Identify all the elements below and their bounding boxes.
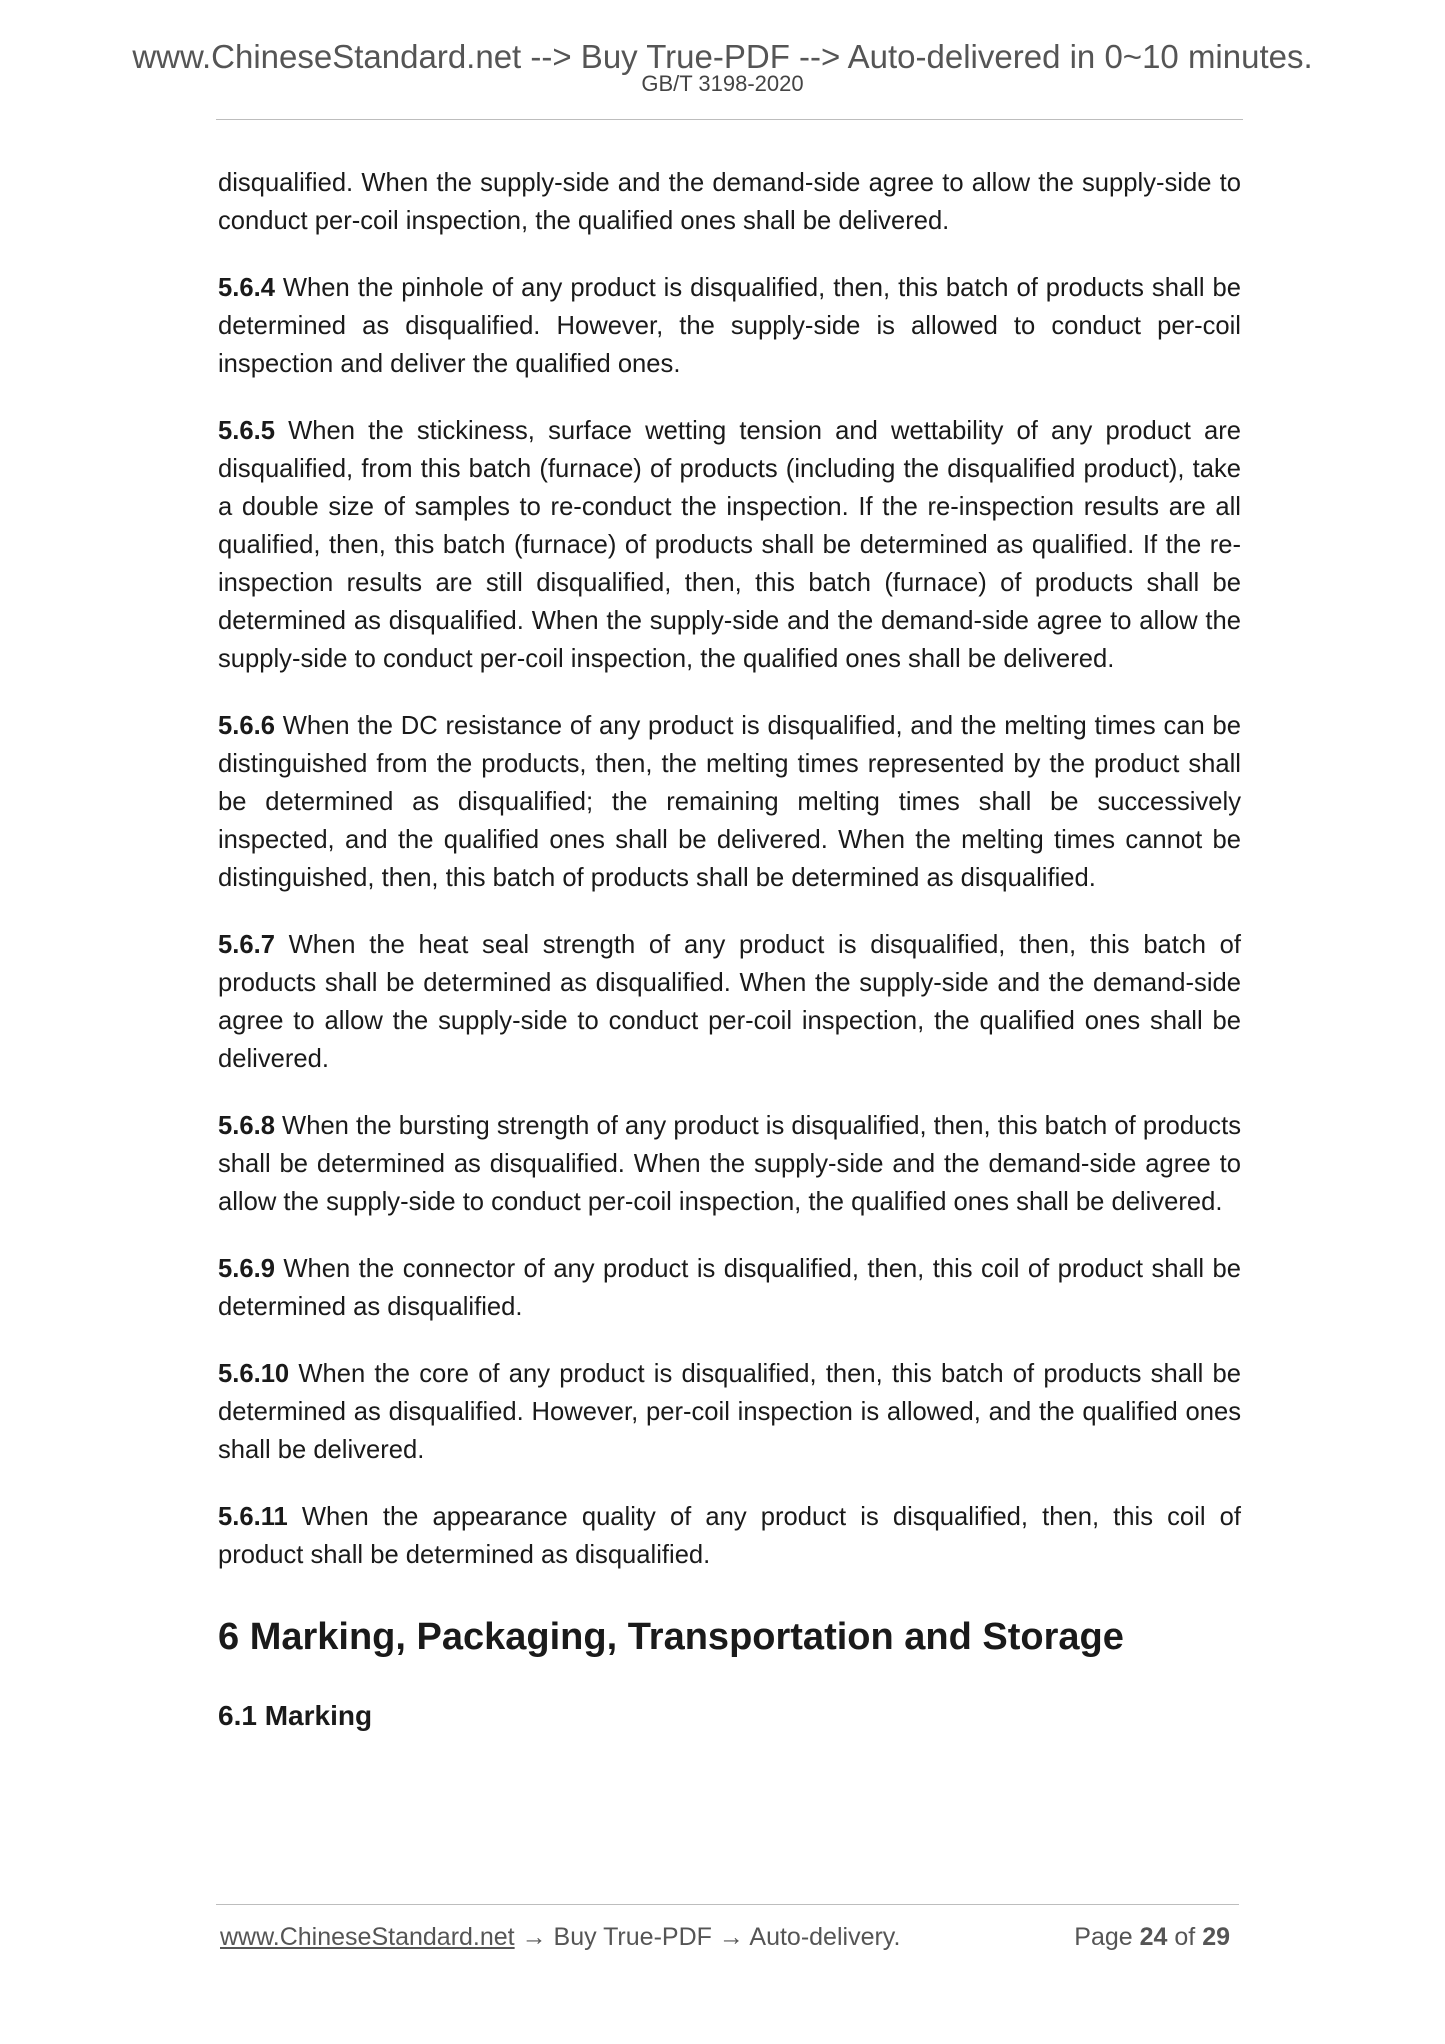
site-banner: www.ChineseStandard.net --> Buy True-PDF --> Auto-delivered in 0~10 minutes.: [132, 38, 1313, 75]
page-current: 24: [1139, 1923, 1168, 1951]
paragraph-text: When the heat seal strength of any product is disqualified, then, this batch of products shall be determined as disqualified. When the supply-side and the demand-side agree to allow the supply-side to conduct per-coil inspection, the qualified ones shall be delivered.: [218, 931, 1241, 1073]
clause-number: 5.6.8: [218, 1112, 275, 1140]
site-link[interactable]: www.ChineseStandard.net: [220, 1923, 515, 1951]
clause-5-6-7: [218, 926, 1241, 1078]
paragraph-text: When the core of any product is disqualified, then, this batch of products shall be determined as disqualified. However, per-coil inspection is allowed, and the qualified ones shall be delivered.: [218, 1360, 1241, 1464]
paragraph-text: When the connector of any product is disqualified, then, this coil of product shall be determined as disqualified.: [218, 1255, 1241, 1321]
document-code: GB/T 3198-2020: [641, 71, 804, 96]
clause-5-6-11: [218, 1498, 1241, 1574]
paragraph-text: When the pinhole of any product is disqualified, then, this batch of products shall be determined as disqualified. However, the supply-side is allowed to conduct per-coil inspection and deliver the qualified ones.: [218, 274, 1241, 378]
paragraph-text: When the bursting strength of any product is disqualified, then, this batch of products shall be determined as disqualified. When the supply-side and the demand-side agree to allow the supply-side to conduct per-coil inspection, the qualified ones shall be delivered.: [218, 1112, 1241, 1216]
clause-5-6-9: [218, 1250, 1241, 1326]
clause-number: 5.6.6: [218, 712, 275, 740]
clause-5-6-6: [218, 707, 1241, 897]
clause-number: 5.6.11: [218, 1503, 288, 1531]
clause-number: 5.6.7: [218, 931, 275, 959]
clause-5-6-8: [218, 1107, 1241, 1221]
clause-5-6-4: [218, 269, 1241, 383]
paragraph-continuation: [218, 164, 1241, 240]
header-divider: [216, 119, 1243, 120]
clause-number: 5.6.5: [218, 417, 275, 445]
page-total: 29: [1202, 1923, 1230, 1951]
paragraph-text: When the appearance quality of any product is disqualified, then, this coil of product shall be determined as disqualified.: [218, 1503, 1241, 1569]
clause-5-6-5: [218, 412, 1241, 678]
footer-divider: [216, 1904, 1239, 1905]
clause-number: 5.6.4: [218, 274, 275, 302]
section-heading: 6 Marking, Packaging, Transportation and Storage: [218, 1616, 1124, 1658]
page-indicator: [1074, 1921, 1230, 1953]
document-body: [218, 164, 1241, 1734]
clause-5-6-10: [218, 1355, 1241, 1469]
clause-number: 5.6.10: [218, 1360, 290, 1388]
paragraph-text: disqualified. When the supply-side and the demand-side agree to allow the supply-side to conduct per-coil inspection, the qualified ones shall be delivered.: [218, 169, 1241, 235]
paragraph-text: When the DC resistance of any product is disqualified, and the melting times can be distinguished from the products, then, the melting times represented by the product shall be determined as disqualified; the remaining melting times shall be successively inspected, and the qualified ones shall be delivered. When the melting times cannot be distinguished, then, this batch of products shall be determined as disqualified.: [218, 712, 1241, 892]
page-label: Page: [1074, 1923, 1140, 1951]
page-of-label: of: [1167, 1923, 1203, 1951]
footer-promo-text: → Buy True-PDF → Auto-delivery.: [514, 1923, 901, 1951]
footer-promo: [220, 1921, 900, 1953]
paragraph-text: When the stickiness, surface wetting tension and wettability of any product are disqualified, from this batch (furnace) of products (including the disqualified product), take a double size of samples to re-conduct the inspection. If the re-inspection results are all qualified, then, this batch (furnace) of products shall be determined as qualified. If the re-inspection results are still disqualified, then, this batch (furnace) of products shall be determined as disqualified. When the supply-side and the demand-side agree to allow the supply-side to conduct per-coil inspection, the qualified ones shall be delivered.: [218, 417, 1241, 673]
clause-number: 5.6.9: [218, 1255, 275, 1283]
subsection-heading: 6.1 Marking: [218, 1700, 373, 1731]
